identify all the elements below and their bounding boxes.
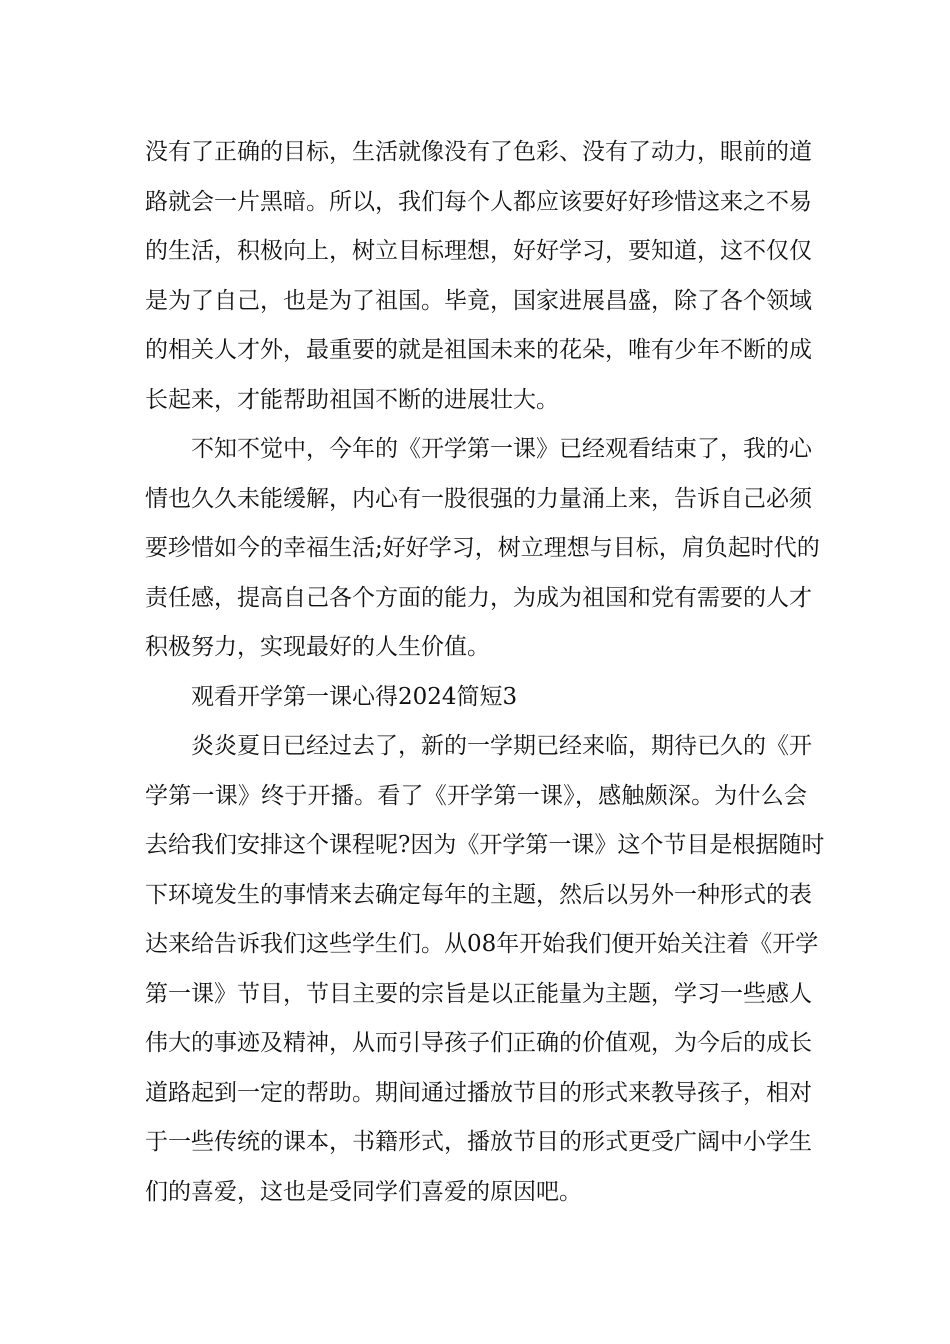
text-line: 达来给告诉我们这些学生们。从08年开始我们便开始关注着《开学 [145,931,819,957]
text-line: 不知不觉中，今年的《开学第一课》已经观看结束了，我的心 [191,436,812,462]
text-line: 是为了自己，也是为了祖国。毕竟，国家进展昌盛，除了各个领域 [145,287,812,314]
text-line: 积极努力，实现最好的人生价值。 [145,634,490,660]
text-line: 要珍惜如今的幸福生活;好好学习，树立理想与目标，肩负起时代的 [145,535,820,561]
text-line: 去给我们安排这个课程呢?因为《开学第一课》这个节目是根据随时 [145,832,825,858]
text-line: 第一课》节目，节目主要的宗旨是以正能量为主题，学习一些感人 [145,980,812,1007]
text-line: 情也久久未能缓解，内心有一股很强的力量涌上来，告诉自己必须 [145,485,812,512]
paragraph-3 [145,722,825,1217]
paragraph-1 [145,128,812,425]
text-line: 学第一课》终于开播。看了《开学第一课》，感触颇深。为什么会 [145,782,807,809]
text-line: 的相关人才外，最重要的就是祖国未来的花朵，唯有少年不断的成 [145,337,812,363]
text-line: 长起来，才能帮助祖国不断的进展壮大。 [145,386,559,413]
text-line: 责任感，提高自己各个方面的能力，为成为祖国和党有需要的人才 [145,584,812,611]
text-line: 的生活，积极向上，树立目标理想，好好学习，要知道，这不仅仅 [145,238,812,264]
text-line: 没有了正确的目标，生活就像没有了色彩、没有了动力，眼前的道 [145,139,812,165]
section-heading [145,673,807,723]
text-line: 路就会一片黑暗。所以，我们每个人都应该要好好珍惜这来之不易 [145,188,812,215]
text-line: 伟大的事迹及精神，从而引导孩子们正确的价值观，为今后的成长 [145,1030,812,1056]
text-line: 炎炎夏日已经过去了，新的一学期已经来临，期待已久的《开 [191,733,812,759]
text-line: 们的喜爱，这也是受同学们喜爱的原因吧。 [145,1178,582,1205]
document-body [145,128,825,1217]
heading-text: 观看开学第一课心得2024简短3 [191,683,518,710]
text-line: 下环境发生的事情来去确定每年的主题，然后以另外一种形式的表 [145,881,812,908]
text-line: 于一些传统的课本，书籍形式，播放节目的形式更受广阔中小学生 [145,1129,812,1155]
text-line: 道路起到一定的帮助。期间通过播放节目的形式来教导孩子，相对 [145,1079,812,1106]
paragraph-2 [145,425,820,673]
